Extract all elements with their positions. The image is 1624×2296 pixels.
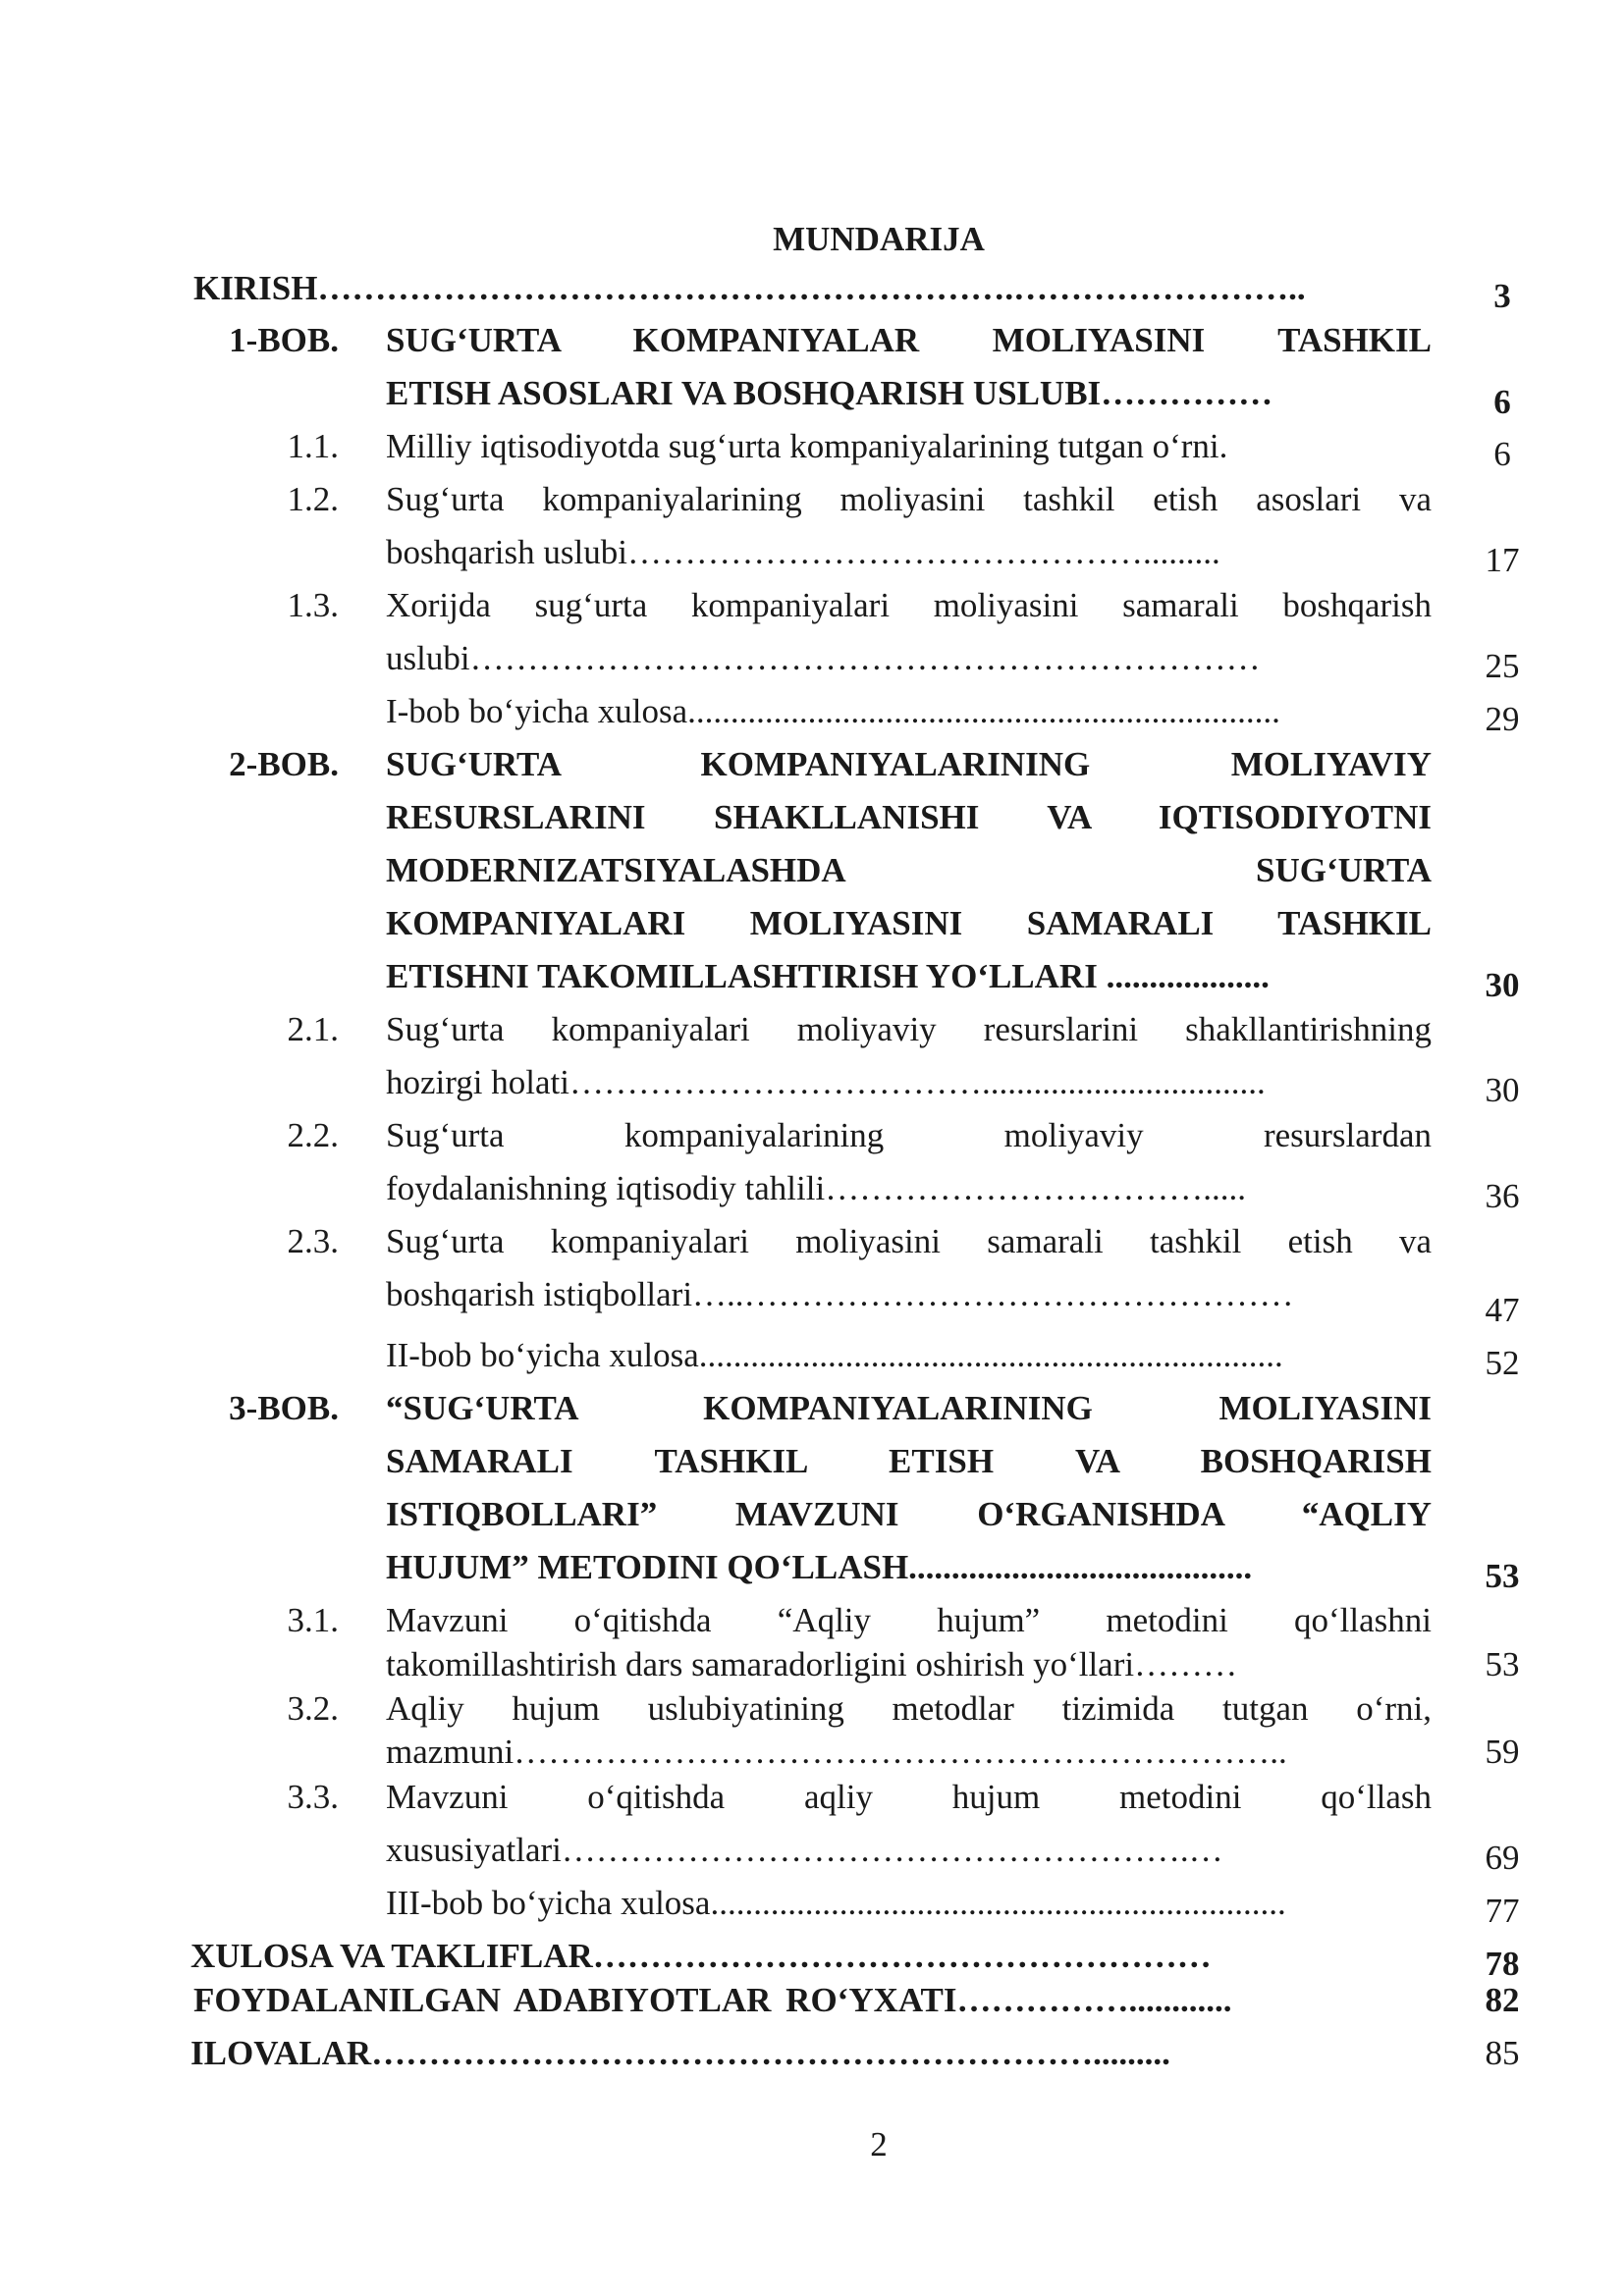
- toc-conclusions: XULOSA VA TAKLIFLAR………………………………………………: [190, 1937, 1212, 1975]
- chapter-1-summary-page: 29: [1485, 700, 1520, 738]
- chapter-3-title-line4: HUJUM” METODINI QO‘LLASH........................................: [386, 1548, 1253, 1586]
- chapter-2-title-line2: RESURSLARINI SHAKLLANISHI VA IQTISODIYOTNI: [386, 798, 1432, 836]
- chapter-2-title-line3: MODERNIZATSIYALASHDA SUG‘URTA: [386, 851, 1432, 889]
- section-3-3-page: 69: [1485, 1839, 1520, 1877]
- section-2-3-page: 47: [1485, 1291, 1520, 1329]
- section-1-2-page: 17: [1485, 541, 1520, 579]
- toc-appendices: ILOVALAR……………………………………………………….........: [190, 2034, 1170, 2072]
- section-1-1-title: Milliy iqtisodiyotda sug‘urta kompaniyalarining tutgan o‘rni.: [386, 427, 1228, 465]
- section-1-2-title-line2: boshqarish uslubi……………………………………….........: [386, 533, 1220, 571]
- chapter-3-title-line3: ISTIQBOLLARI” MAVZUNI O‘RGANISHDA “AQLIY: [386, 1495, 1432, 1533]
- section-2-3-title-line1: Sug‘urta kompaniyalari moliyasini samarali tashkil etish va: [386, 1222, 1432, 1260]
- page-title: MUNDARIJA: [773, 220, 985, 258]
- chapter-2-page: 30: [1485, 966, 1520, 1004]
- section-1-2-label: 1.2.: [287, 480, 339, 518]
- chapter-2-title-line1: SUG‘URTA KOMPANIYALARINING MOLIYAVIY: [386, 745, 1432, 783]
- section-3-1-page: 53: [1485, 1645, 1520, 1683]
- section-2-1-page: 30: [1485, 1071, 1520, 1109]
- toc-intro: KIRISH…………………………………………………….……………………..: [193, 269, 1306, 307]
- section-3-1-title-line2: takomillashtirish dars samaradorligini oshirish yo‘llari………: [386, 1645, 1238, 1683]
- section-3-1-label: 3.1.: [287, 1601, 339, 1639]
- toc-references: FOYDALANILGAN ADABIYOTLAR RO‘YXATI……………............: [193, 1981, 1232, 2019]
- section-3-1-title-line1: Mavzuni o‘qitishda “Aqliy hujum” metodini qo‘llashni: [386, 1601, 1432, 1639]
- chapter-2-summary: II-bob bo‘yicha xulosa....................................................................: [386, 1336, 1283, 1374]
- section-3-3-title-line2: xususiyatlari……………………………………………….…: [386, 1831, 1223, 1869]
- chapter-2-title-line4: KOMPANIYALARI MOLIYASINI SAMARALI TASHKIL: [386, 904, 1432, 942]
- chapter-1-title-line2: ETISH ASOSLARI VA BOSHQARISH USLUBI……………: [386, 374, 1273, 412]
- section-3-3-title-line1: Mavzuni o‘qitishda aqliy hujum metodini qo‘llash: [386, 1778, 1432, 1816]
- page-number: 2: [870, 2125, 888, 2163]
- chapter-3-label: 3-BOB.: [229, 1389, 339, 1427]
- section-2-2-page: 36: [1485, 1177, 1520, 1215]
- section-3-2-label: 3.2.: [287, 1689, 339, 1728]
- section-2-2-label: 2.2.: [287, 1116, 339, 1154]
- chapter-3-title-line1: “SUG‘URTA KOMPANIYALARINING MOLIYASINI: [386, 1389, 1432, 1427]
- chapter-3-summary-page: 77: [1485, 1892, 1520, 1930]
- section-2-1-label: 2.1.: [287, 1010, 339, 1048]
- chapter-1-label: 1-BOB.: [229, 321, 339, 359]
- chapter-3-page: 53: [1485, 1557, 1520, 1595]
- section-2-2-title-line1: Sug‘urta kompaniyalarining moliyaviy resurslardan: [386, 1116, 1432, 1154]
- chapter-2-title-line5: ETISHNI TAKOMILLASHTIRISH YO‘LLARI ...................: [386, 957, 1270, 995]
- section-1-3-label: 1.3.: [287, 586, 339, 624]
- section-3-2-title-line1: Aqliy hujum uslubiyatining metodlar tizimida tutgan o‘rni,: [386, 1689, 1432, 1728]
- section-1-3-title-line1: Xorijda sug‘urta kompaniyalari moliyasini samarali boshqarish: [386, 586, 1432, 624]
- chapter-1-summary: I-bob bo‘yicha xulosa.....................................................................: [386, 692, 1280, 730]
- section-3-2-title-line2: mazmuni…………………………………………………………..: [386, 1733, 1287, 1771]
- toc-appendices-page: 85: [1485, 2034, 1520, 2072]
- toc-references-page: 82: [1485, 1981, 1520, 2019]
- section-1-3-page: 25: [1485, 647, 1520, 685]
- section-2-3-label: 2.3.: [287, 1222, 339, 1260]
- chapter-2-label: 2-BOB.: [229, 745, 339, 783]
- toc-intro-page: 3: [1493, 277, 1511, 315]
- section-2-2-title-line2: foydalanishning iqtisodiy tahlili…………………………….....: [386, 1169, 1246, 1207]
- toc-conclusions-page: 78: [1485, 1945, 1520, 1983]
- section-3-3-label: 3.3.: [287, 1778, 339, 1816]
- section-1-3-title-line2: uslubi……………………………………………………………: [386, 639, 1261, 677]
- section-3-2-page: 59: [1485, 1733, 1520, 1771]
- chapter-1-page: 6: [1493, 383, 1511, 421]
- section-1-2-title-line1: Sug‘urta kompaniyalarining moliyasini tashkil etish asoslari va: [386, 480, 1432, 518]
- chapter-3-title-line2: SAMARALI TASHKIL ETISH VA BOSHQARISH: [386, 1442, 1432, 1480]
- chapter-3-summary: III-bob bo‘yicha xulosa...................................................................: [386, 1884, 1286, 1922]
- section-1-1-page: 6: [1493, 435, 1511, 473]
- chapter-1-title-line1: SUG‘URTA KOMPANIYALAR MOLIYASINI TASHKIL: [386, 321, 1432, 359]
- section-1-1-label: 1.1.: [287, 427, 339, 465]
- chapter-2-summary-page: 52: [1485, 1344, 1520, 1382]
- section-2-3-title-line2: boshqarish istiqbollari…..…………………………………………: [386, 1275, 1294, 1313]
- section-2-1-title-line1: Sug‘urta kompaniyalari moliyaviy resurslarini shakllantirishning: [386, 1010, 1432, 1048]
- section-2-1-title-line2: hozirgi holati……………………………….................................: [386, 1063, 1266, 1101]
